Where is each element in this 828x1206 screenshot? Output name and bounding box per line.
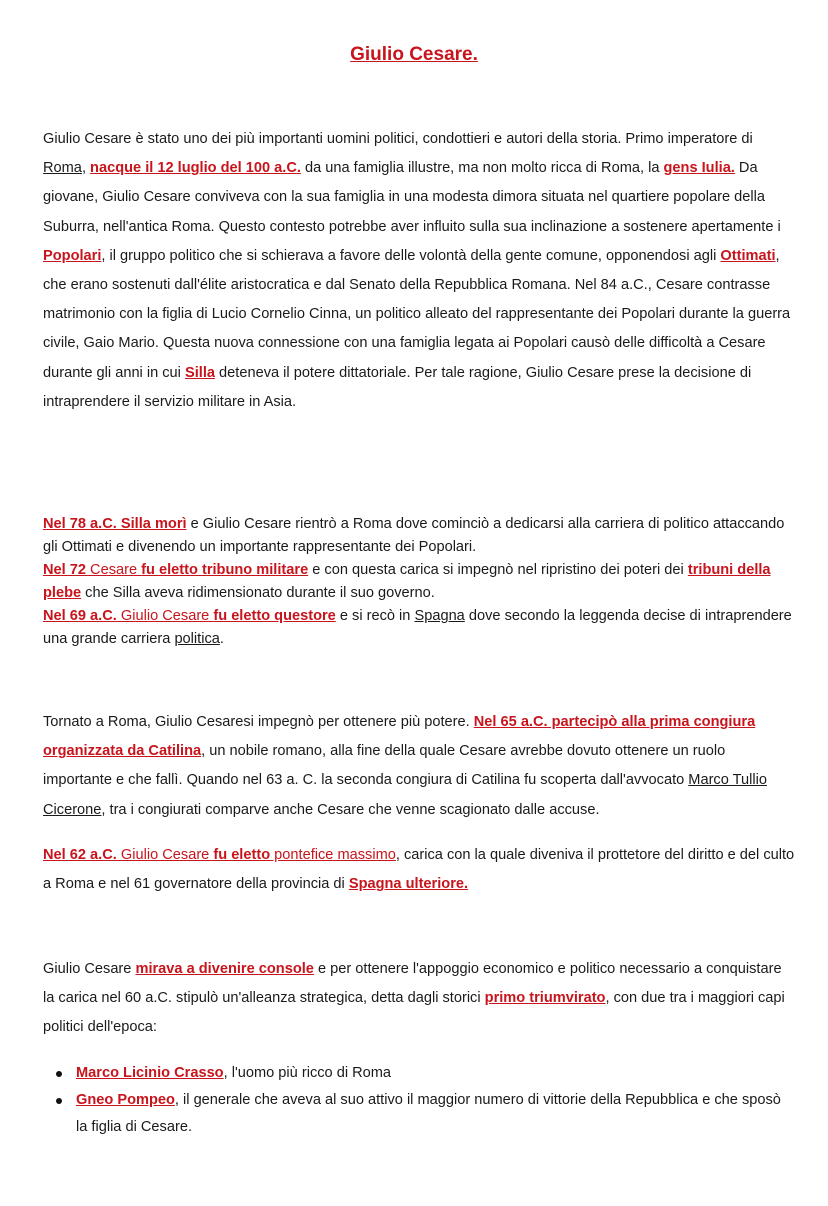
highlight-pontefice-massimo: pontefice massimo xyxy=(270,847,396,863)
paragraph-triumvirato xyxy=(43,955,795,1043)
highlight-tribuno-militare: fu eletto tribuno militare xyxy=(141,562,309,578)
highlight-giulio-cesare: Giulio Cesare xyxy=(116,608,214,624)
text-run: Tornato a Roma, Giulio Cesaresi impegnò per ottenere più potere. xyxy=(43,714,474,730)
paragraph-early-life xyxy=(43,125,795,417)
highlight-crasso: Marco Licinio Crasso xyxy=(76,1065,224,1081)
text-run: deteneva il potere dittatoriale. Per tale ragione, Giulio Cesare prese la decisione di intraprendere il servizio militare in Asia. xyxy=(43,364,752,410)
highlight-ottimati: Ottimati xyxy=(720,247,776,264)
text-run: che Silla aveva ridimensionato durante il suo governo. xyxy=(81,585,435,601)
link-roma: Roma xyxy=(43,160,82,177)
text-run: Da giovane, Giulio Cesare conviveva con la sua famiglia in una modesta dimora situata nel quartiere popolare della Suburra, nell'antica Roma. Questo contesto potrebbe aver influito sulla sua inclinazione a sostenere apertamente i xyxy=(43,160,781,235)
text-run: , l'uomo più ricco di Roma xyxy=(223,1065,392,1081)
highlight-silla: Silla xyxy=(184,364,215,381)
highlight-fu-eletto: fu eletto xyxy=(213,847,271,863)
text-run: , il generale che aveva al suo attivo il maggior numero di vittorie della Repubblica e che sposò la figlia di Cesare. xyxy=(76,1092,781,1135)
highlight-console: mirava a divenire console xyxy=(135,961,314,977)
text-run: , un nobile romano, alla fine della quale Cesare avrebbe dovuto ottenere un ruolo importante e che fallì. Quando nel 63 a. C. la seconda congiura di Catilina fu scoperta dall'avvocato xyxy=(43,743,726,789)
text-run: dove secondo la leggenda decise di intraprendere una grande carriera xyxy=(43,608,792,647)
list-item xyxy=(43,1060,795,1087)
paragraph-pontefice xyxy=(43,841,795,899)
highlight-birth: nacque il 12 luglio del 100 a.C. xyxy=(90,160,301,177)
text-run: e Giulio Cesare rientrò a Roma dove cominciò a dedicarsi alla carriera di politico attaccando gli Ottimati e divenendo un importante rappresentante dei Popolari. xyxy=(43,516,785,555)
bullet-icon xyxy=(56,1098,62,1104)
text-run: da una famiglia illustre, ma non molto ricca di Roma, la xyxy=(300,160,664,177)
text-run: , carica con la quale diveniva il prottetore del diritto e del culto a Roma e nel 61 governatore della provincia di xyxy=(43,847,795,893)
highlight-primo-triumvirato: primo triumvirato xyxy=(484,990,606,1007)
text-run: e per ottenere l'appoggio economico e politico necessario a conquistare la carica nel 60 a.C. stipulò un'alleanza strategica, detta dagli storici xyxy=(43,961,782,1007)
link-cicerone: Marco Tullio Cicerone xyxy=(43,772,767,818)
text-run: Giulio Cesare xyxy=(43,961,136,977)
text-run: , tra i congiurati comparve anche Cesare che venne scagionato dalle accuse. xyxy=(101,801,600,818)
link-spagna: Spagna xyxy=(414,608,465,624)
highlight-gens-iulia: gens Iulia. xyxy=(663,160,735,177)
highlight-questore: fu eletto questore xyxy=(213,608,336,624)
text-run: , il gruppo politico che si schierava a favore delle volontà della gente comune, opponendosi agli xyxy=(101,247,721,264)
text-run: e con questa carica si impegnò nel ripristino dei poteri dei xyxy=(308,562,688,578)
bullet-icon xyxy=(56,1071,62,1077)
highlight-cesare: Cesare xyxy=(86,562,142,578)
highlight-popolari: Popolari xyxy=(43,247,102,264)
text-run: , con due tra i maggiori capi politici dell'epoca: xyxy=(43,990,785,1036)
highlight-giulio-cesare: Giulio Cesare xyxy=(116,847,214,863)
text-run: . xyxy=(219,631,224,647)
link-politica: politica xyxy=(174,631,220,647)
highlight-spagna-ulteriore: Spagna ulteriore. xyxy=(348,876,469,893)
highlight-tribuni-plebe: tribuni della plebe xyxy=(43,562,771,601)
highlight-nel-69: Nel 69 a.C. xyxy=(43,608,117,624)
highlight-nel-62: Nel 62 a.C. xyxy=(43,847,117,863)
highlight-nel-78: Nel 78 a.C. Silla morì xyxy=(43,516,187,532)
triumvirs-list xyxy=(43,1060,795,1141)
text-run: Giulio Cesare è stato uno dei più importanti uomini politici, condottieri e autori della storia. Primo imperatore di xyxy=(43,131,753,147)
list-item xyxy=(43,1087,795,1141)
text-run: , che erano sostenuti dall'élite aristocratica e dal Senato della Repubblica Romana. Nel 84 a.C., Cesare contrasse matrimonio con la figlia di Lucio Cornelio Cinna, un politico alleato del rappresentante dei Popolari durante la guerra civile, Gaio Mario. Questa nuova connessione con una famiglia legata ai Popolari causò delle difficoltà a Cesare durante gli anni in cui xyxy=(43,247,791,381)
paragraph-career xyxy=(43,513,795,651)
highlight-nel-72: Nel 72 xyxy=(43,562,86,578)
text-run: e si recò in xyxy=(335,608,415,624)
page-title: Giulio Cesare. xyxy=(350,44,478,65)
text-run: , xyxy=(81,160,91,177)
highlight-pompeo: Gneo Pompeo xyxy=(76,1092,175,1108)
highlight-congiura: Nel 65 a.C. partecipò alla prima congiura organizzata da Catilina xyxy=(43,714,756,760)
paragraph-congiura xyxy=(43,708,795,825)
